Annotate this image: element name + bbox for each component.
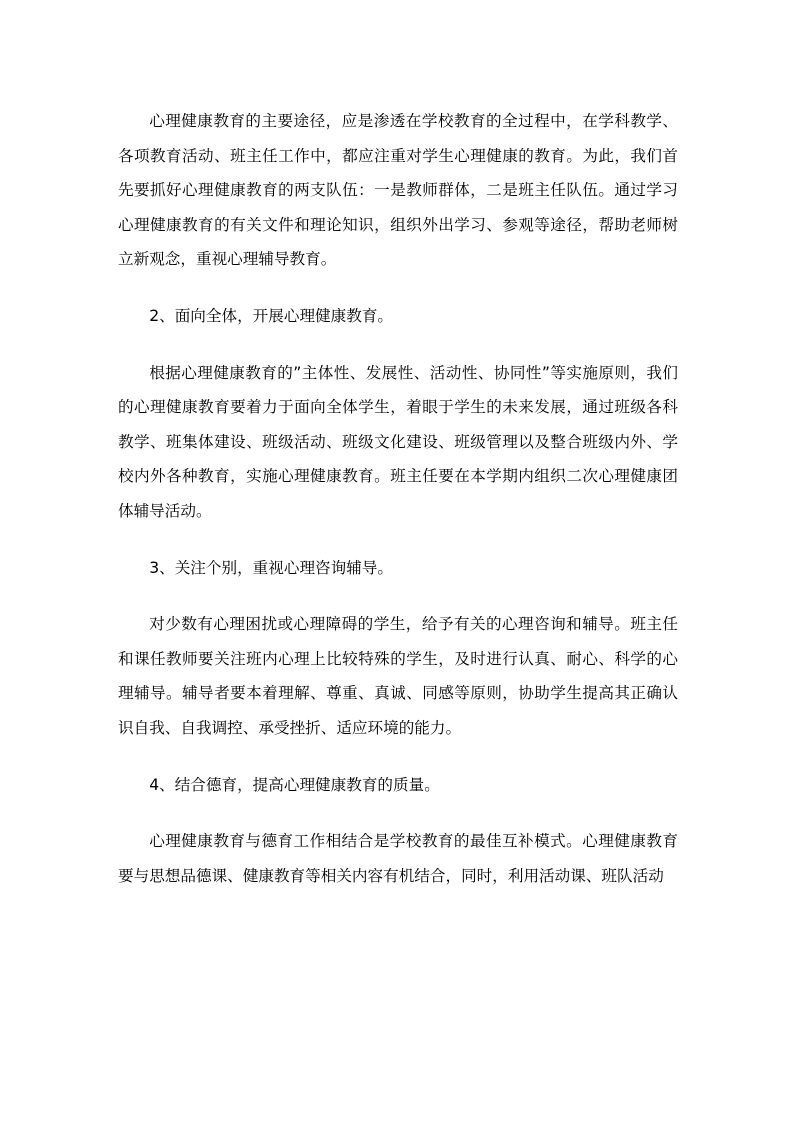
document-body: [118, 104, 678, 893]
heading-item-4: 4、结合德育，提高心理健康教育的质量。: [149, 775, 440, 794]
paragraph-item-2: 根据心理健康教育的”主体性、发展性、活动性、协同性”等实施原则，我们的心理健康教育要着力于面向全体学生，着眼于学生的未来发展，通过班级各科教学、班集体建设、班级活动、班级文化建设、班级管理以及整合班级内外、学校内外各种教育，实施心理健康教育。班主任要在本学期内组织二次心理健康团体辅导活动。: [118, 363, 678, 520]
heading-item-2: 2、面向全体，开展心理健康教育。: [149, 306, 394, 325]
paragraph-main-approach: 心理健康教育的主要途径，应是渗透在学校教育的全过程中，在学科教学、各项教育活动、班主任工作中，都应注重对学生心理健康的教育。为此，我们首先要抓好心理健康教育的两支队伍：一是教师群体，二是班主任队伍。通过学习心理健康教育的有关文件和理论知识，组织外出学习、参观等途径，帮助老师树立新观念，重视心理辅导教育。: [118, 112, 678, 269]
paragraph-item-4: 心理健康教育与德育工作相结合是学校教育的最佳互补模式。心理健康教育要与思想品德课、健康教育等相关内容有机结合，同时，利用活动课、班队活动: [118, 832, 678, 885]
heading-item-3: 3、关注个别，重视心理咨询辅导。: [149, 558, 394, 577]
paragraph-item-3: 对少数有心理困扰或心理障碍的学生，给予有关的心理咨询和辅导。班主任和课任教师要关注班内心理上比较特殊的学生，及时进行认真、耐心、科学的心理辅导。辅导者要本着理解、尊重、真诚、同感等原则，协助学生提高其正确认识自我、自我调控、承受挫折、适应环境的能力。: [118, 615, 678, 737]
